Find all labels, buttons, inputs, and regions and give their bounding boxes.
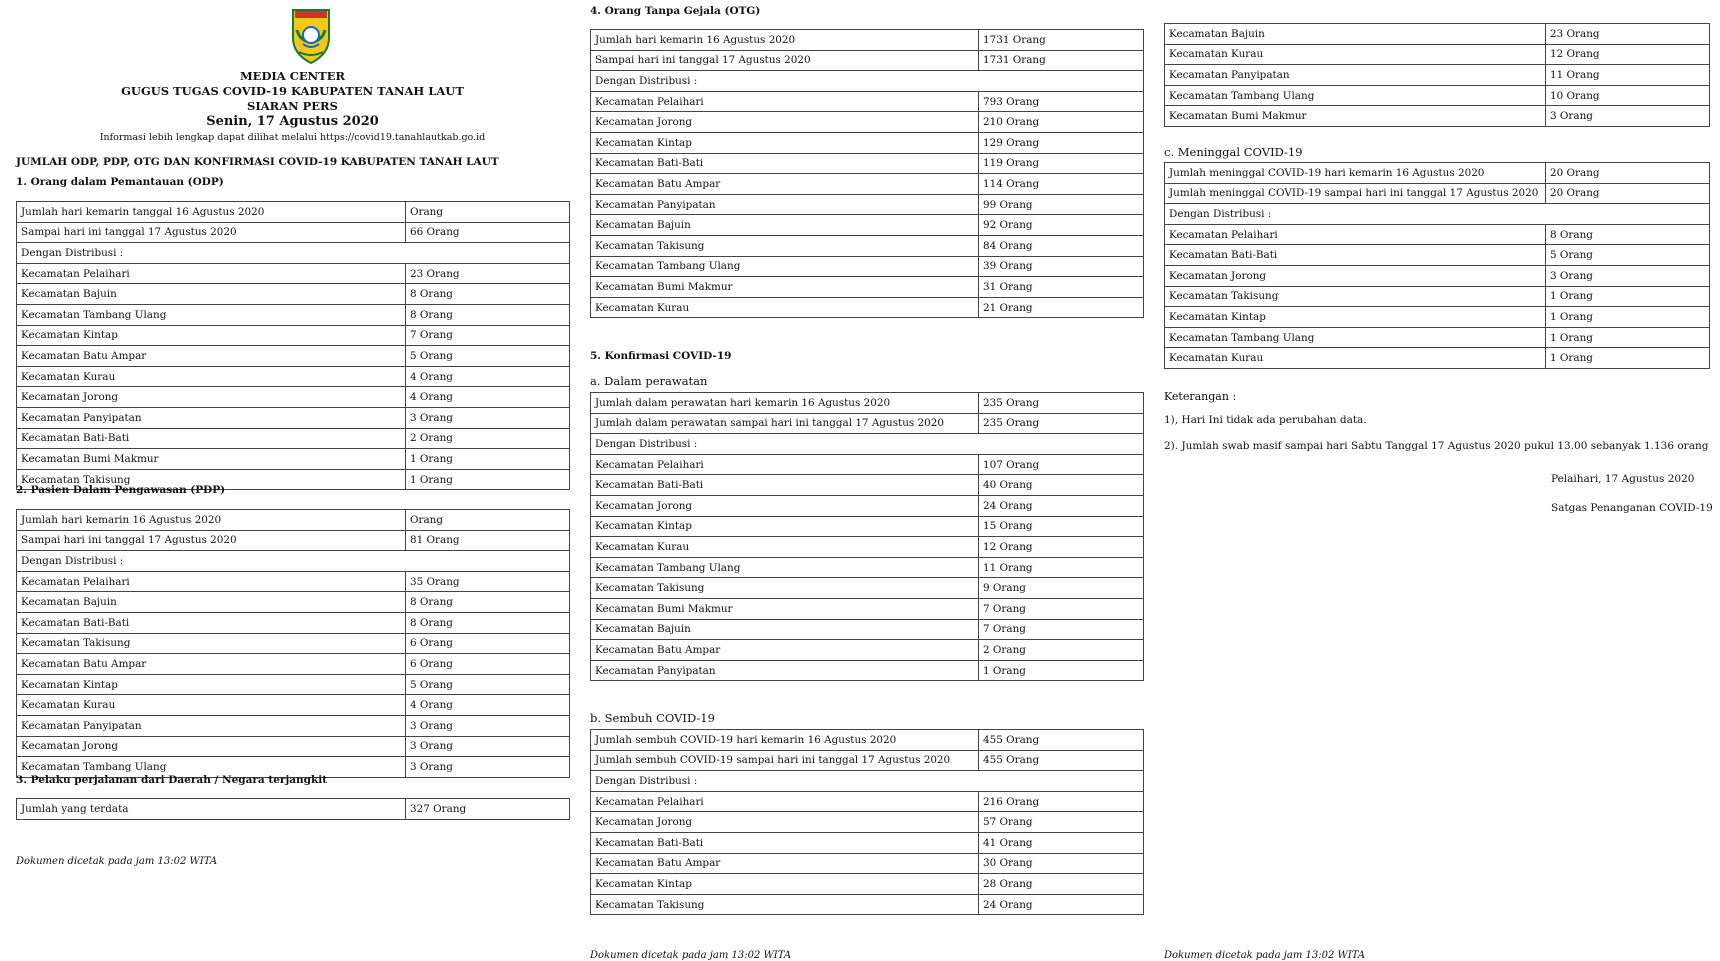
header-date: Senin, 17 Agustus 2020 xyxy=(206,114,379,129)
table-row xyxy=(591,598,1144,619)
row-label: Kecamatan Kintap xyxy=(591,874,979,895)
table-row xyxy=(1165,348,1710,369)
row-value: 1731 Orang xyxy=(979,50,1144,71)
row-value: 15 Orang xyxy=(979,516,1144,537)
table-row xyxy=(591,434,1144,455)
table-row xyxy=(17,346,570,367)
pdp-title: 2. Pasien Dalam Pengawasan (PDP) xyxy=(16,484,226,496)
row-value: 4 Orang xyxy=(406,387,570,408)
row-label: Kecamatan Jorong xyxy=(17,736,406,757)
row-label: Kecamatan Kurau xyxy=(591,537,979,558)
table-row xyxy=(591,475,1144,496)
row-label: Kecamatan Panyipatan xyxy=(591,194,979,215)
row-value: 235 Orang xyxy=(979,413,1144,434)
row-value: 2 Orang xyxy=(979,640,1144,661)
row-value: 11 Orang xyxy=(979,557,1144,578)
footer-print-time: Dokumen dicetak pada jam 13:02 WITA xyxy=(16,856,218,867)
odp-title: 1. Orang dalam Pemantauan (ODP) xyxy=(16,176,224,188)
row-value: Orang xyxy=(406,510,570,531)
row-value: 66 Orang xyxy=(406,222,570,243)
table-row xyxy=(591,413,1144,434)
row-value: 24 Orang xyxy=(979,495,1144,516)
distribution-label: Dengan Distribusi : xyxy=(591,771,1144,792)
row-value: 28 Orang xyxy=(979,874,1144,895)
row-value: 210 Orang xyxy=(979,112,1144,133)
row-value: 455 Orang xyxy=(979,730,1144,751)
row-value: 8 Orang xyxy=(406,284,570,305)
table-row xyxy=(17,551,570,572)
row-label: Jumlah hari kemarin 16 Agustus 2020 xyxy=(591,30,979,51)
row-label: Kecamatan Jorong xyxy=(1165,265,1546,286)
row-value: 1 Orang xyxy=(1546,286,1710,307)
row-value: 1 Orang xyxy=(1546,348,1710,369)
table-row xyxy=(1165,106,1710,127)
table-row xyxy=(17,325,570,346)
row-value: 84 Orang xyxy=(979,235,1144,256)
row-label: Kecamatan Pelaihari xyxy=(591,791,979,812)
table-row xyxy=(591,112,1144,133)
row-label: Kecamatan Takisung xyxy=(591,578,979,599)
row-label: Kecamatan Pelaihari xyxy=(591,91,979,112)
row-label: Kecamatan Panyipatan xyxy=(17,715,406,736)
table-row xyxy=(17,202,570,223)
row-label: Kecamatan Bajuin xyxy=(591,619,979,640)
table-row xyxy=(17,284,570,305)
table-row xyxy=(1165,327,1710,348)
row-value: 21 Orang xyxy=(979,297,1144,318)
row-value: 81 Orang xyxy=(406,530,570,551)
row-label: Kecamatan Panyipatan xyxy=(591,660,979,681)
row-label: Kecamatan Bumi Makmur xyxy=(591,277,979,298)
odp-table xyxy=(16,201,570,490)
row-value: 4 Orang xyxy=(406,695,570,716)
table-row xyxy=(591,730,1144,751)
row-value: Orang xyxy=(406,202,570,223)
row-label: Jumlah hari kemarin tanggal 16 Agustus 2020 xyxy=(17,202,406,223)
table-row xyxy=(17,428,570,449)
row-label: Kecamatan Batu Ampar xyxy=(17,346,406,367)
table-row xyxy=(1165,163,1710,184)
row-label: Kecamatan Bati-Bati xyxy=(591,153,979,174)
header-siaran-pers: SIARAN PERS xyxy=(247,99,338,113)
footer-print-time: Dokumen dicetak pada jam 13:02 WITA xyxy=(590,950,792,961)
row-value: 7 Orang xyxy=(979,619,1144,640)
row-label: Kecamatan Jorong xyxy=(17,387,406,408)
row-value: 3 Orang xyxy=(406,736,570,757)
row-value: 24 Orang xyxy=(979,894,1144,915)
row-value: 114 Orang xyxy=(979,174,1144,195)
row-value: 119 Orang xyxy=(979,153,1144,174)
row-label: Kecamatan Kintap xyxy=(591,516,979,537)
row-value: 3 Orang xyxy=(1546,265,1710,286)
row-value: 23 Orang xyxy=(1546,24,1710,45)
row-value: 6 Orang xyxy=(406,654,570,675)
distribution-label: Dengan Distribusi : xyxy=(17,551,570,572)
table-row xyxy=(17,695,570,716)
distribution-label: Dengan Distribusi : xyxy=(591,434,1144,455)
meninggal-title: c. Meninggal COVID-19 xyxy=(1164,145,1303,159)
row-value: 40 Orang xyxy=(979,475,1144,496)
table-row xyxy=(591,495,1144,516)
row-value: 793 Orang xyxy=(979,91,1144,112)
keterangan-title: Keterangan : xyxy=(1164,390,1237,403)
row-label: Kecamatan Bumi Makmur xyxy=(591,598,979,619)
row-label: Kecamatan Bati-Bati xyxy=(591,475,979,496)
row-label: Jumlah dalam perawatan hari kemarin 16 Agustus 2020 xyxy=(591,393,979,414)
table-row xyxy=(591,235,1144,256)
row-value: 35 Orang xyxy=(406,571,570,592)
table-row xyxy=(591,215,1144,236)
table-row xyxy=(591,153,1144,174)
otg-title: 4. Orang Tanpa Gejala (OTG) xyxy=(590,5,761,17)
row-label: Kecamatan Bajuin xyxy=(1165,24,1546,45)
table-row xyxy=(17,592,570,613)
row-value: 1 Orang xyxy=(406,469,570,490)
row-value: 11 Orang xyxy=(1546,65,1710,86)
row-label: Kecamatan Kintap xyxy=(1165,307,1546,328)
row-value: 327 Orang xyxy=(406,799,570,820)
main-title: JUMLAH ODP, PDP, OTG DAN KONFIRMASI COVID-19 KABUPATEN TANAH LAUT xyxy=(16,156,499,168)
table-row xyxy=(591,557,1144,578)
row-value: 8 Orang xyxy=(406,592,570,613)
footer-print-time: Dokumen dicetak pada jam 13:02 WITA xyxy=(1164,950,1366,961)
distribution-label: Dengan Distribusi : xyxy=(591,71,1144,92)
row-label: Kecamatan Kintap xyxy=(591,132,979,153)
row-value: 12 Orang xyxy=(1546,44,1710,65)
table-row xyxy=(591,132,1144,153)
sembuh-table xyxy=(590,729,1144,915)
table-row xyxy=(17,715,570,736)
header-media-center: MEDIA CENTER xyxy=(239,69,346,83)
row-label: Kecamatan Bati-Bati xyxy=(591,832,979,853)
row-value: 41 Orang xyxy=(979,832,1144,853)
row-label: Kecamatan Kurau xyxy=(1165,348,1546,369)
row-label: Kecamatan Kintap xyxy=(17,325,406,346)
table-row xyxy=(17,633,570,654)
row-label: Kecamatan Batu Ampar xyxy=(591,853,979,874)
row-label: Kecamatan Jorong xyxy=(591,495,979,516)
pdp-table xyxy=(16,509,570,778)
table-row xyxy=(591,91,1144,112)
row-value: 8 Orang xyxy=(1546,224,1710,245)
table-row xyxy=(17,571,570,592)
row-label: Sampai hari ini tanggal 17 Agustus 2020 xyxy=(591,50,979,71)
row-value: 1731 Orang xyxy=(979,30,1144,51)
table-row xyxy=(17,736,570,757)
dalam-perawatan-title: a. Dalam perawatan xyxy=(590,374,708,388)
row-value: 2 Orang xyxy=(406,428,570,449)
table-row xyxy=(591,516,1144,537)
row-value: 1 Orang xyxy=(406,449,570,470)
table-row xyxy=(591,853,1144,874)
table-row xyxy=(17,366,570,387)
row-value: 20 Orang xyxy=(1546,163,1710,184)
row-label: Kecamatan Pelaihari xyxy=(17,571,406,592)
row-value: 57 Orang xyxy=(979,812,1144,833)
row-value: 92 Orang xyxy=(979,215,1144,236)
row-value: 3 Orang xyxy=(406,757,570,778)
table-row xyxy=(1165,245,1710,266)
table-row xyxy=(17,510,570,531)
row-value: 8 Orang xyxy=(406,612,570,633)
row-label: Kecamatan Tambang Ulang xyxy=(17,757,406,778)
table-row xyxy=(591,194,1144,215)
table-row xyxy=(591,30,1144,51)
row-label: Kecamatan Bajuin xyxy=(17,592,406,613)
row-label: Kecamatan Takisung xyxy=(1165,286,1546,307)
row-value: 10 Orang xyxy=(1546,85,1710,106)
row-value: 1 Orang xyxy=(979,660,1144,681)
row-value: 31 Orang xyxy=(979,277,1144,298)
table-row xyxy=(591,277,1144,298)
row-value: 5 Orang xyxy=(406,346,570,367)
row-label: Kecamatan Bati-Bati xyxy=(17,612,406,633)
row-label: Kecamatan Kintap xyxy=(17,674,406,695)
row-label: Jumlah hari kemarin 16 Agustus 2020 xyxy=(17,510,406,531)
signature-signer: Satgas Penanganan COVID-19 xyxy=(1551,502,1713,514)
table-row xyxy=(1165,307,1710,328)
row-label: Kecamatan Kurau xyxy=(591,297,979,318)
distribution-label: Dengan Distribusi : xyxy=(17,243,570,264)
table-row xyxy=(17,387,570,408)
row-label: Jumlah meninggal COVID-19 sampai hari ini tanggal 17 Agustus 2020 xyxy=(1165,183,1546,204)
keterangan-note-2: 2). Jumlah swab masif sampai hari Sabtu Tanggal 17 Agustus 2020 pukul 13.00 sebanyak 1.136 orang xyxy=(1164,440,1709,452)
table-row xyxy=(17,263,570,284)
row-label: Kecamatan Tambang Ulang xyxy=(17,304,406,325)
table-row xyxy=(591,832,1144,853)
table-row xyxy=(591,537,1144,558)
row-label: Kecamatan Batu Ampar xyxy=(591,174,979,195)
row-label: Kecamatan Kurau xyxy=(1165,44,1546,65)
table-row xyxy=(591,393,1144,414)
row-label: Kecamatan Tambang Ulang xyxy=(1165,85,1546,106)
row-value: 235 Orang xyxy=(979,393,1144,414)
row-value: 9 Orang xyxy=(979,578,1144,599)
table-row xyxy=(1165,286,1710,307)
row-value: 6 Orang xyxy=(406,633,570,654)
table-row xyxy=(17,304,570,325)
row-value: 1 Orang xyxy=(1546,307,1710,328)
row-label: Kecamatan Takisung xyxy=(591,894,979,915)
row-label: Kecamatan Takisung xyxy=(591,235,979,256)
row-label: Kecamatan Bumi Makmur xyxy=(1165,106,1546,127)
row-value: 129 Orang xyxy=(979,132,1144,153)
row-label: Kecamatan Panyipatan xyxy=(17,407,406,428)
table-row xyxy=(591,791,1144,812)
header-info-link: Informasi lebih lengkap dapat dilihat melalui https://covid19.tanahlautkab.go.id xyxy=(99,132,486,143)
row-label: Kecamatan Panyipatan xyxy=(1165,65,1546,86)
row-label: Kecamatan Pelaihari xyxy=(591,454,979,475)
row-label: Kecamatan Pelaihari xyxy=(1165,224,1546,245)
table-row xyxy=(591,640,1144,661)
row-label: Kecamatan Bajuin xyxy=(591,215,979,236)
table-row xyxy=(591,256,1144,277)
row-label: Jumlah sembuh COVID-19 hari kemarin 16 Agustus 2020 xyxy=(591,730,979,751)
dalam-perawatan-table xyxy=(590,392,1144,681)
row-label: Kecamatan Kurau xyxy=(17,695,406,716)
row-value: 8 Orang xyxy=(406,304,570,325)
signature-place-date: Pelaihari, 17 Agustus 2020 xyxy=(1551,473,1695,485)
table-row xyxy=(1165,65,1710,86)
table-row xyxy=(1165,204,1710,225)
row-label: Kecamatan Kurau xyxy=(17,366,406,387)
row-label: Kecamatan Tambang Ulang xyxy=(1165,327,1546,348)
row-label: Kecamatan Jorong xyxy=(591,112,979,133)
table-row xyxy=(591,750,1144,771)
row-value: 23 Orang xyxy=(406,263,570,284)
sembuh-table-continued xyxy=(1164,23,1710,127)
row-label: Kecamatan Bumi Makmur xyxy=(17,449,406,470)
sembuh-title: b. Sembuh COVID-19 xyxy=(590,711,715,725)
row-label: Kecamatan Bati-Bati xyxy=(17,428,406,449)
row-value: 216 Orang xyxy=(979,791,1144,812)
row-value: 455 Orang xyxy=(979,750,1144,771)
header-gugus-tugas: GUGUS TUGAS COVID-19 KABUPATEN TANAH LAUT xyxy=(121,84,464,98)
row-label: Jumlah yang terdata xyxy=(17,799,406,820)
row-label: Kecamatan Takisung xyxy=(17,469,406,490)
table-row xyxy=(17,449,570,470)
table-row xyxy=(1165,24,1710,45)
table-row xyxy=(1165,224,1710,245)
row-label: Jumlah sembuh COVID-19 sampai hari ini tanggal 17 Agustus 2020 xyxy=(591,750,979,771)
table-row xyxy=(17,530,570,551)
row-value: 3 Orang xyxy=(1546,106,1710,127)
table-row xyxy=(17,612,570,633)
table-row xyxy=(17,243,570,264)
table-row xyxy=(591,174,1144,195)
table-row xyxy=(591,50,1144,71)
row-label: Kecamatan Tambang Ulang xyxy=(591,256,979,277)
row-label: Kecamatan Jorong xyxy=(591,812,979,833)
row-label: Kecamatan Bajuin xyxy=(17,284,406,305)
row-label: Jumlah dalam perawatan sampai hari ini tanggal 17 Agustus 2020 xyxy=(591,413,979,434)
pelaku-title: 3. Pelaku perjalanan dari Daerah / Negara terjangkit xyxy=(16,774,328,786)
row-value: 7 Orang xyxy=(406,325,570,346)
table-row xyxy=(17,222,570,243)
row-label: Kecamatan Batu Ampar xyxy=(591,640,979,661)
row-value: 5 Orang xyxy=(1546,245,1710,266)
table-row xyxy=(17,674,570,695)
table-row xyxy=(17,799,570,820)
table-row xyxy=(591,454,1144,475)
table-row xyxy=(17,407,570,428)
table-row xyxy=(591,619,1144,640)
row-label: Kecamatan Takisung xyxy=(17,633,406,654)
pelaku-table xyxy=(16,798,570,820)
table-row xyxy=(1165,85,1710,106)
row-value: 1 Orang xyxy=(1546,327,1710,348)
row-value: 7 Orang xyxy=(979,598,1144,619)
tanah-laut-logo-icon xyxy=(289,8,333,64)
keterangan-note-1: 1), Hari Ini tidak ada perubahan data. xyxy=(1164,414,1367,426)
konfirmasi-title: 5. Konfirmasi COVID-19 xyxy=(590,350,732,362)
row-label: Kecamatan Pelaihari xyxy=(17,263,406,284)
table-row xyxy=(591,812,1144,833)
row-label: Kecamatan Bati-Bati xyxy=(1165,245,1546,266)
row-value: 107 Orang xyxy=(979,454,1144,475)
row-value: 30 Orang xyxy=(979,853,1144,874)
table-row xyxy=(591,71,1144,92)
row-value: 3 Orang xyxy=(406,407,570,428)
table-row xyxy=(591,297,1144,318)
table-row xyxy=(1165,44,1710,65)
table-row xyxy=(591,894,1144,915)
row-value: 4 Orang xyxy=(406,366,570,387)
table-row xyxy=(1165,183,1710,204)
row-value: 12 Orang xyxy=(979,537,1144,558)
row-label: Sampai hari ini tanggal 17 Agustus 2020 xyxy=(17,530,406,551)
row-value: 5 Orang xyxy=(406,674,570,695)
otg-table xyxy=(590,29,1144,318)
row-label: Jumlah meninggal COVID-19 hari kemarin 16 Agustus 2020 xyxy=(1165,163,1546,184)
table-row xyxy=(591,578,1144,599)
row-value: 3 Orang xyxy=(406,715,570,736)
row-label: Kecamatan Tambang Ulang xyxy=(591,557,979,578)
table-row xyxy=(17,654,570,675)
row-label: Sampai hari ini tanggal 17 Agustus 2020 xyxy=(17,222,406,243)
row-label: Kecamatan Batu Ampar xyxy=(17,654,406,675)
distribution-label: Dengan Distribusi : xyxy=(1165,204,1710,225)
row-value: 39 Orang xyxy=(979,256,1144,277)
table-row xyxy=(591,660,1144,681)
meninggal-table xyxy=(1164,162,1710,369)
table-row xyxy=(591,771,1144,792)
row-value: 20 Orang xyxy=(1546,183,1710,204)
row-value: 99 Orang xyxy=(979,194,1144,215)
table-row xyxy=(1165,265,1710,286)
table-row xyxy=(591,874,1144,895)
